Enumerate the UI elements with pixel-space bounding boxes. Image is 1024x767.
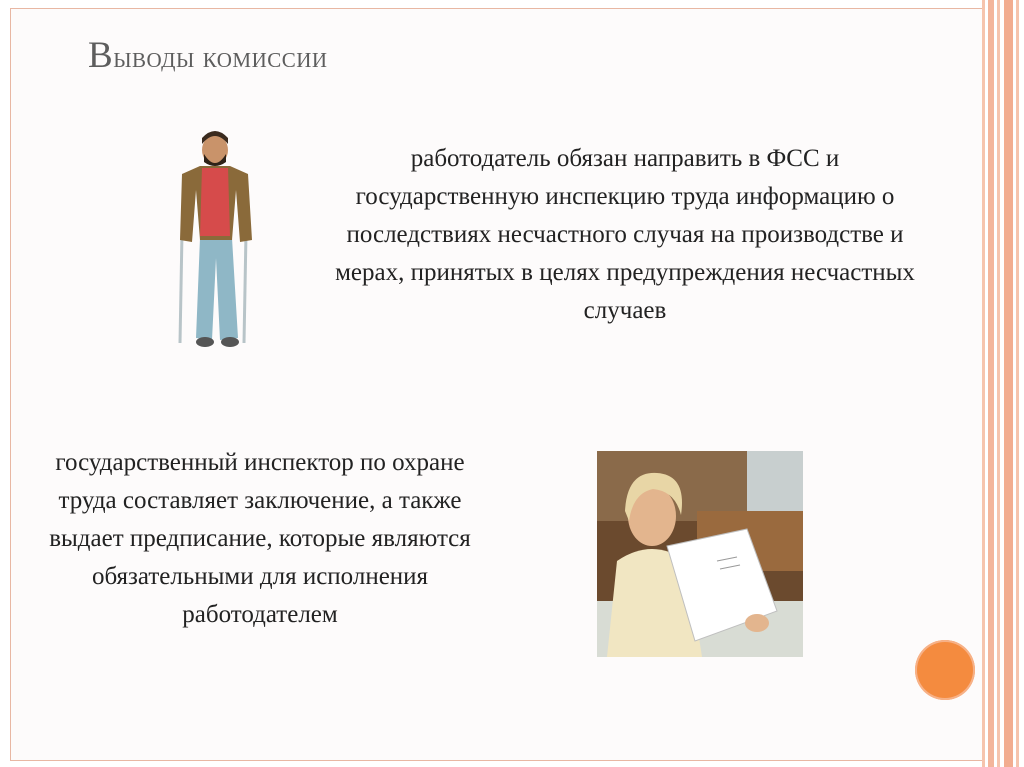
woman-holding-document-photo bbox=[597, 451, 803, 657]
title-rest: ыводы комиссии bbox=[113, 41, 328, 74]
decorative-stripes bbox=[982, 0, 1024, 767]
man-on-crutches-illustration bbox=[160, 128, 270, 360]
slide-frame bbox=[10, 8, 984, 761]
title-initial: В bbox=[88, 35, 114, 76]
orange-circle-decoration bbox=[915, 640, 975, 700]
slide-title bbox=[88, 34, 328, 77]
paragraph-employer-duty: работодатель обязан направить в ФСС и государственную инспекцию труда информацию о последствиях несчастного случая на производстве и мерах, принятых в целях предупреждения несчастных случаев bbox=[335, 145, 915, 324]
paragraph-inspector-conclusion: государственный инспектор по охране труда составляет заключение, а также выдает предписание, которые являются обязательными для исполнения работодателем bbox=[49, 449, 471, 628]
